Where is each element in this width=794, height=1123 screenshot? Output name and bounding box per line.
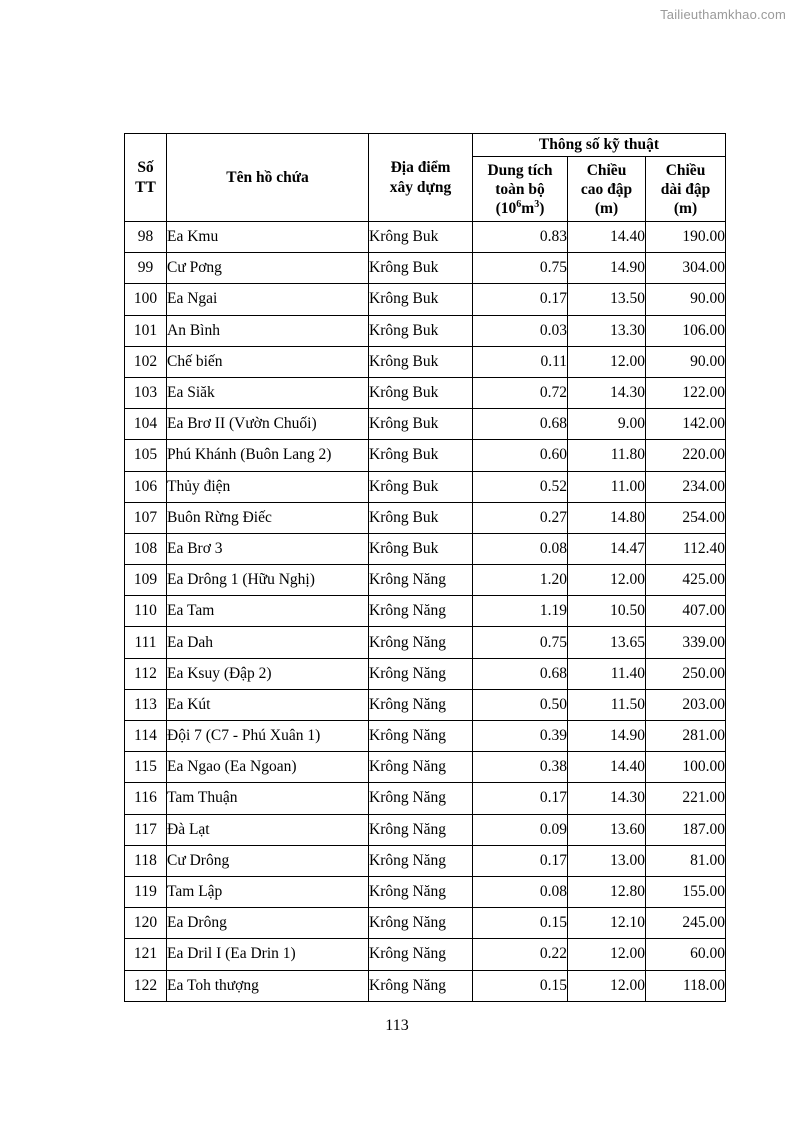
cell-location: Krông Năng [369,814,473,845]
table-row [125,440,726,471]
cell-location: Krông Buk [369,315,473,346]
cell-name: Ea Kút [167,689,369,720]
cell-length: 106.00 [646,315,726,346]
cell-no: 120 [125,908,167,939]
cell-name: Ea Toh thượng [167,970,369,1001]
cell-length: 190.00 [646,222,726,253]
cell-location: Krông Buk [369,502,473,533]
cell-length: 122.00 [646,377,726,408]
cell-height: 13.30 [568,315,646,346]
cell-height: 14.40 [568,222,646,253]
cell-no: 109 [125,565,167,596]
header-no-label: Số TT [135,158,156,196]
table-row [125,845,726,876]
cell-location: Krông Buk [369,284,473,315]
cell-capacity: 0.08 [473,533,568,564]
header-location [369,134,473,222]
cell-no: 103 [125,377,167,408]
cell-height: 13.60 [568,814,646,845]
table-row [125,970,726,1001]
cell-name: Tam Lập [167,876,369,907]
header-height [568,157,646,222]
cell-length: 425.00 [646,565,726,596]
cell-height: 11.00 [568,471,646,502]
cell-length: 155.00 [646,876,726,907]
cell-name: Buôn Rừng Điếc [167,502,369,533]
cell-length: 339.00 [646,627,726,658]
cell-height: 9.00 [568,409,646,440]
cell-no: 107 [125,502,167,533]
cell-length: 245.00 [646,908,726,939]
cell-name: Ea Dril I (Ea Drin 1) [167,939,369,970]
cell-no: 112 [125,658,167,689]
cell-length: 100.00 [646,752,726,783]
table-row [125,222,726,253]
table-row [125,346,726,377]
cell-length: 221.00 [646,783,726,814]
cell-name: Cư Pơng [167,253,369,284]
cell-no: 116 [125,783,167,814]
cell-location: Krông Buk [369,346,473,377]
cell-height: 14.47 [568,533,646,564]
cell-length: 112.40 [646,533,726,564]
table-row [125,783,726,814]
cell-height: 11.50 [568,689,646,720]
table-row [125,876,726,907]
cell-height: 12.00 [568,565,646,596]
cell-name: Ea Drông 1 (Hữu Nghị) [167,565,369,596]
cell-name: Ea Brơ II (Vườn Chuối) [167,409,369,440]
header-length [646,157,726,222]
cell-location: Krông Năng [369,939,473,970]
cell-length: 250.00 [646,658,726,689]
cell-name: Đà Lạt [167,814,369,845]
header-name: Tên hồ chứa [167,134,369,222]
cell-location: Krông Năng [369,565,473,596]
table-row [125,533,726,564]
cell-height: 14.90 [568,721,646,752]
cell-location: Krông Năng [369,783,473,814]
cell-no: 98 [125,222,167,253]
cell-no: 118 [125,845,167,876]
header-capacity [473,157,568,222]
header-no [125,134,167,222]
cell-length: 203.00 [646,689,726,720]
cell-no: 115 [125,752,167,783]
cell-length: 187.00 [646,814,726,845]
cell-capacity: 0.17 [473,845,568,876]
cell-location: Krông Năng [369,970,473,1001]
table-row [125,377,726,408]
header-location-label: Địa điểm xây dựng [389,158,452,196]
cell-height: 10.50 [568,596,646,627]
table-row [125,627,726,658]
cell-height: 14.90 [568,253,646,284]
cell-name: Thủy điện [167,471,369,502]
cell-length: 304.00 [646,253,726,284]
table-row [125,253,726,284]
table-row [125,752,726,783]
cell-name: Ea Drông [167,908,369,939]
table-row [125,565,726,596]
cell-name: Ea Ngai [167,284,369,315]
cell-capacity: 0.09 [473,814,568,845]
cell-height: 14.30 [568,377,646,408]
cell-no: 102 [125,346,167,377]
cell-location: Krông Buk [369,222,473,253]
cell-no: 122 [125,970,167,1001]
table-row [125,284,726,315]
cell-length: 90.00 [646,346,726,377]
cell-name: Chế biến [167,346,369,377]
cell-capacity: 0.15 [473,970,568,1001]
cell-name: Tam Thuận [167,783,369,814]
cell-location: Krông Buk [369,377,473,408]
table-row [125,908,726,939]
cell-name: Ea Kmu [167,222,369,253]
header-specs: Thông số kỹ thuật [473,134,726,157]
table-row [125,471,726,502]
cell-capacity: 1.19 [473,596,568,627]
cell-no: 106 [125,471,167,502]
cell-capacity: 0.27 [473,502,568,533]
cell-no: 105 [125,440,167,471]
cell-height: 12.80 [568,876,646,907]
cell-name: An Bình [167,315,369,346]
cell-name: Ea Brơ 3 [167,533,369,564]
table-row [125,814,726,845]
table-body [125,222,726,1002]
cell-length: 407.00 [646,596,726,627]
header-height-label: Chiều cao đập (m) [580,161,633,217]
cell-height: 13.65 [568,627,646,658]
cell-no: 117 [125,814,167,845]
cell-capacity: 0.50 [473,689,568,720]
page-number: 113 [385,1017,409,1034]
header-capacity-label: Dung tích toàn bộ $(10^6m^3)$ [487,161,553,217]
table-row [125,939,726,970]
cell-location: Krông Năng [369,752,473,783]
cell-location: Krông Năng [369,876,473,907]
cell-height: 12.00 [568,970,646,1001]
cell-no: 100 [125,284,167,315]
cell-location: Krông Năng [369,627,473,658]
cell-length: 81.00 [646,845,726,876]
cell-name: Ea Siăk [167,377,369,408]
cell-length: 142.00 [646,409,726,440]
cell-name: Cư Drông [167,845,369,876]
cell-capacity: 0.39 [473,721,568,752]
cell-location: Krông Buk [369,471,473,502]
cell-location: Krông Năng [369,689,473,720]
cell-name: Đội 7 (C7 - Phú Xuân 1) [167,721,369,752]
reservoir-table [124,133,726,1002]
cell-capacity: 0.83 [473,222,568,253]
cell-length: 118.00 [646,970,726,1001]
cell-capacity: 0.03 [473,315,568,346]
cell-location: Krông Năng [369,658,473,689]
cell-capacity: 0.22 [473,939,568,970]
cell-capacity: 0.75 [473,253,568,284]
cell-location: Krông Buk [369,253,473,284]
cell-name: Ea Ksuy (Đập 2) [167,658,369,689]
cell-height: 13.50 [568,284,646,315]
cell-no: 119 [125,876,167,907]
cell-capacity: 0.11 [473,346,568,377]
cell-length: 220.00 [646,440,726,471]
cell-no: 101 [125,315,167,346]
cell-length: 281.00 [646,721,726,752]
cell-no: 114 [125,721,167,752]
cell-length: 254.00 [646,502,726,533]
cell-height: 14.30 [568,783,646,814]
cell-height: 12.00 [568,346,646,377]
cell-capacity: 0.08 [473,876,568,907]
cell-capacity: 0.52 [473,471,568,502]
cell-location: Krông Năng [369,596,473,627]
cell-capacity: 0.17 [473,284,568,315]
cell-height: 14.40 [568,752,646,783]
cell-location: Krông Buk [369,440,473,471]
cell-height: 11.80 [568,440,646,471]
cell-capacity: 0.75 [473,627,568,658]
cell-no: 121 [125,939,167,970]
table-row [125,658,726,689]
cell-location: Krông Năng [369,721,473,752]
table-row [125,721,726,752]
table-row [125,409,726,440]
watermark: Tailieuthamkhao.com [660,7,786,22]
cell-height: 12.10 [568,908,646,939]
cell-no: 104 [125,409,167,440]
table-row [125,689,726,720]
cell-height: 12.00 [568,939,646,970]
cell-capacity: 0.15 [473,908,568,939]
cell-no: 110 [125,596,167,627]
cell-no: 111 [125,627,167,658]
cell-capacity: 0.17 [473,783,568,814]
table-row [125,502,726,533]
cell-height: 14.80 [568,502,646,533]
cell-no: 99 [125,253,167,284]
cell-name: Ea Tam [167,596,369,627]
cell-location: Krông Buk [369,409,473,440]
cell-length: 90.00 [646,284,726,315]
table-row [125,315,726,346]
cell-capacity: 0.60 [473,440,568,471]
cell-location: Krông Buk [369,533,473,564]
cell-capacity: 0.68 [473,658,568,689]
table-row [125,596,726,627]
header-length-label: Chiều dài đập (m) [660,161,711,217]
cell-height: 13.00 [568,845,646,876]
cell-no: 113 [125,689,167,720]
cell-name: Ea Dah [167,627,369,658]
cell-capacity: 1.20 [473,565,568,596]
cell-location: Krông Năng [369,845,473,876]
cell-capacity: 0.72 [473,377,568,408]
cell-height: 11.40 [568,658,646,689]
cell-name: Phú Khánh (Buôn Lang 2) [167,440,369,471]
cell-no: 108 [125,533,167,564]
cell-length: 60.00 [646,939,726,970]
cell-length: 234.00 [646,471,726,502]
cell-name: Ea Ngao (Ea Ngoan) [167,752,369,783]
cell-capacity: 0.68 [473,409,568,440]
cell-capacity: 0.38 [473,752,568,783]
cell-location: Krông Năng [369,908,473,939]
